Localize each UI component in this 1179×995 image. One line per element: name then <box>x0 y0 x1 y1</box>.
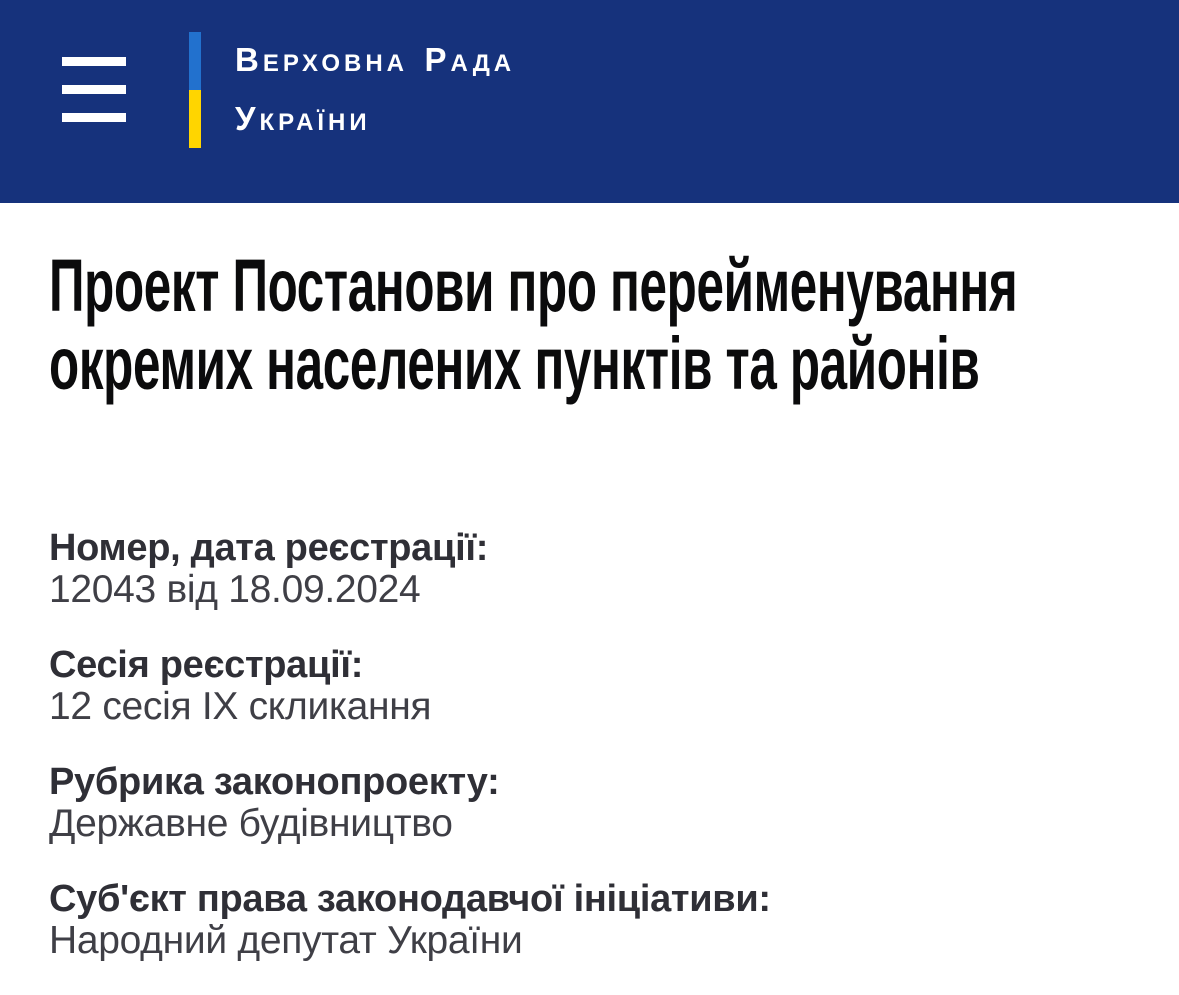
site-logo[interactable] <box>189 32 515 152</box>
field-value: Державне будівництво <box>49 802 453 845</box>
logo-line-1: ВЕРХОВНА РАДА <box>235 41 516 78</box>
field-registration-number <box>49 527 1179 611</box>
field-initiative-subject <box>49 878 1179 962</box>
menu-button[interactable] <box>62 57 126 122</box>
field-registration-session <box>49 644 1179 728</box>
app-header <box>0 0 1179 203</box>
field-value: 12 сесія IX скликання <box>49 685 432 728</box>
field-bill-rubric <box>49 761 1179 845</box>
hamburger-icon <box>62 57 126 122</box>
field-label: Суб'єкт права законодавчої ініціативи: <box>49 878 771 920</box>
page-title: Проект Постанови про перейменування окремих населених пунктів та районів <box>49 244 1018 405</box>
field-value: Народний депутат України <box>49 919 523 962</box>
bill-page-content <box>0 244 1179 962</box>
field-value: 12043 від 18.09.2024 <box>49 568 421 611</box>
logo-text <box>235 34 515 152</box>
ukraine-flag-icon <box>189 32 201 148</box>
field-label: Рубрика законопроекту: <box>49 761 500 803</box>
bill-details <box>49 527 1179 962</box>
logo-line-2: УКРАЇНИ <box>235 100 371 137</box>
field-label: Номер, дата реєстрації: <box>49 527 489 569</box>
field-label: Сесія реєстрації: <box>49 644 364 686</box>
